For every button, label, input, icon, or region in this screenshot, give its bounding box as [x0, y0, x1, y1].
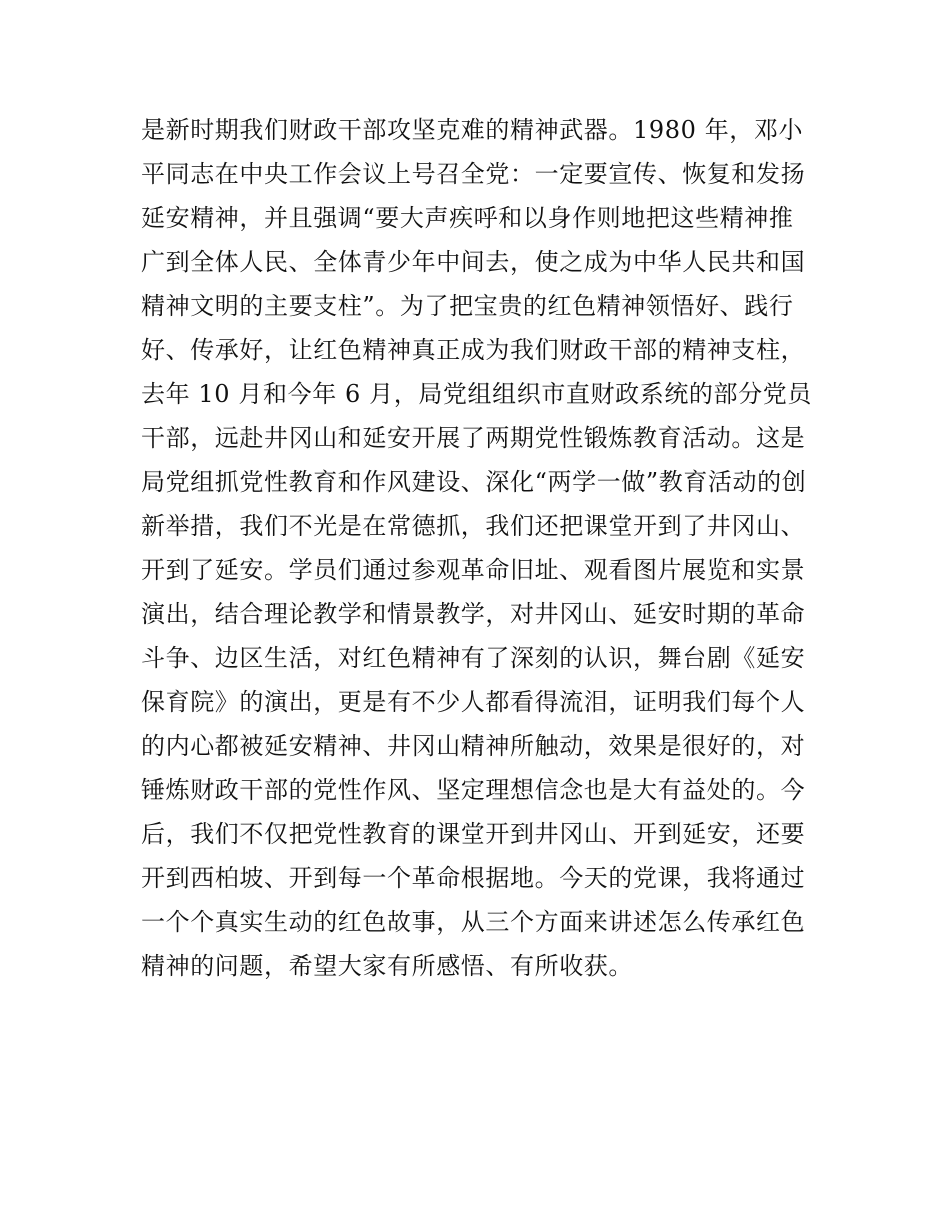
text-line: 开到西柏坡、开到每一个革命根据地。今天的党课，我将通过 — [141, 864, 806, 892]
text-line: 好、传承好，让红色精神真正成为我们财政干部的精神支柱， — [141, 336, 806, 364]
text-line: 斗争、边区生活，对红色精神有了深刻的认识，舞台剧《延安 — [141, 644, 806, 672]
text-line: 新举措，我们不光是在常德抓，我们还把课堂开到了井冈山、 — [141, 512, 806, 540]
text-line: 局党组抓党性教育和作风建设、深化“两学一做”教育活动的创 — [141, 468, 807, 496]
text-line: 一个个真实生动的红色故事，从三个方面来讲述怎么传承红色 — [141, 908, 806, 936]
text-line: 的内心都被延安精神、井冈山精神所触动，效果是很好的，对 — [141, 732, 806, 760]
text-line: 延安精神，并且强调“要大声疾呼和以身作则地把这些精神推 — [141, 204, 794, 232]
body-paragraph — [141, 108, 821, 988]
text-line: 保育院》的演出，更是有不少人都看得流泪，证明我们每个人 — [141, 688, 806, 716]
text-line: 干部，远赴井冈山和延安开展了两期党性锻炼教育活动。这是 — [141, 424, 806, 452]
text-line: 广到全体人民、全体青少年中间去，使之成为中华人民共和国 — [141, 248, 806, 276]
text-line: 去年 10 月和今年 6 月，局党组组织市直财政系统的部分党员 — [141, 380, 812, 408]
text-line: 精神的问题，希望大家有所感悟、有所收获。 — [141, 952, 633, 980]
text-line: 演出，结合理论教学和情景教学，对井冈山、延安时期的革命 — [141, 600, 806, 628]
text-line: 锤炼财政干部的党性作风、坚定理想信念也是大有益处的。今 — [141, 776, 806, 804]
text-line: 开到了延安。学员们通过参观革命旧址、观看图片展览和实景 — [141, 556, 806, 584]
text-line: 平同志在中央工作会议上号召全党：一定要宣传、恢复和发扬 — [141, 160, 806, 188]
text-line: 是新时期我们财政干部攻坚克难的精神武器。1980 年，邓小 — [141, 116, 804, 144]
text-line: 后，我们不仅把党性教育的课堂开到井冈山、开到延安，还要 — [141, 820, 806, 848]
text-line: 精神文明的主要支柱”。为了把宝贵的红色精神领悟好、践行 — [141, 292, 794, 320]
